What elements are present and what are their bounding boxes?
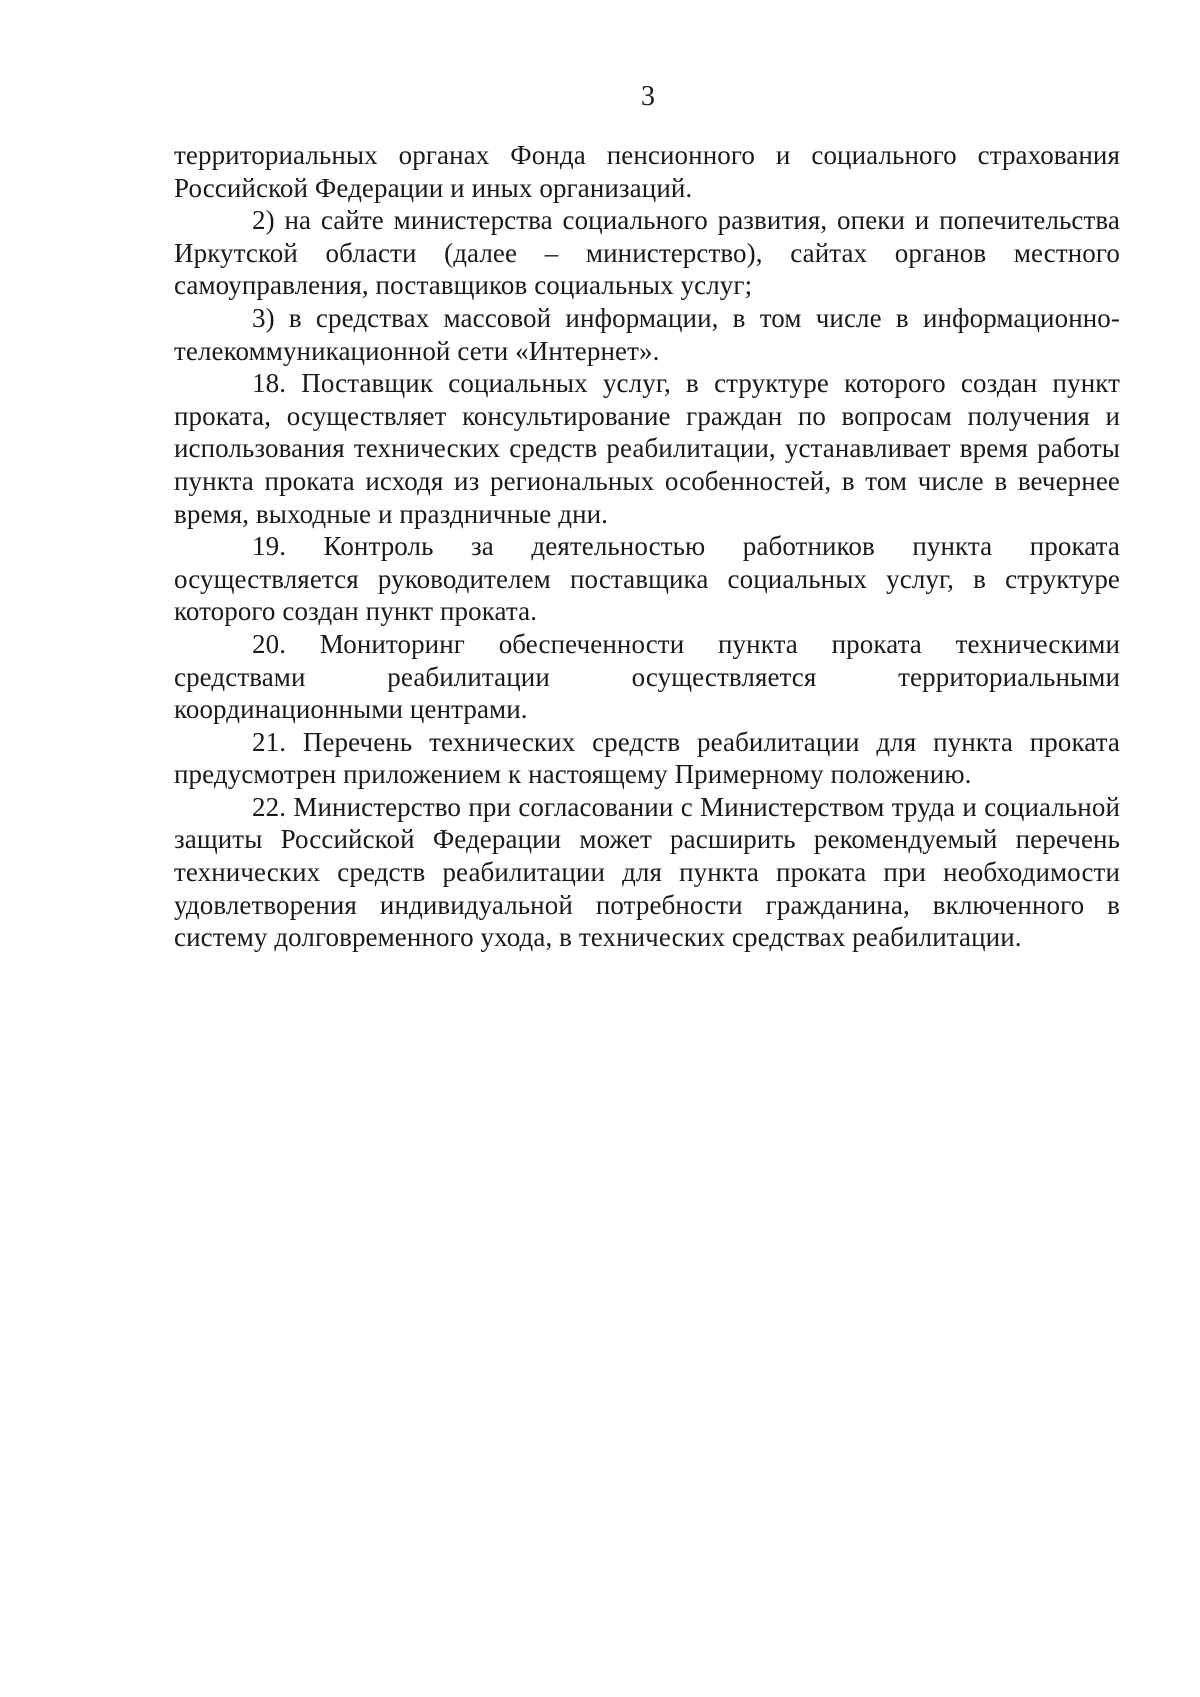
paragraph-22: 22. Министерство при согласовании с Министерством труда и социальной защиты Российской Федерации может расширить рекомендуемый перечень технических средств реабилитации для пункта проката при необходимости удовлетворения индивидуальной потребности гражданина, включенного в систему долговременного ухода, в технических средствах реабилитации.	[174, 791, 1120, 953]
document-body	[174, 139, 1120, 954]
paragraph-item-3: 3) в средствах массовой информации, в том числе в информационно-телекоммуникационной сети «Интернет».	[174, 302, 1120, 366]
page-number: 3	[641, 81, 655, 112]
paragraph-continuation: территориальных органах Фонда пенсионного и социального страхования Российской Федерации и иных организаций.	[174, 140, 1120, 203]
paragraph-19: 19. Контроль за деятельностью работников пункта проката осуществляется руководителем поставщика социальных услуг, в структуре которого создан пункт проката.	[174, 531, 1120, 627]
paragraph-21: 21. Перечень технических средств реабилитации для пункта проката предусмотрен приложением к настоящему Примерному положению.	[174, 726, 1120, 790]
paragraph-18: 18. Поставщик социальных услуг, в структуре которого создан пункт проката, осуществляет консультирование граждан по вопросам получения и использования технических средств реабилитации, устанавливает время работы пункта проката исходя из региональных особенностей, в том числе в вечернее время, выходные и праздничные дни.	[174, 368, 1120, 529]
paragraph-20: 20. Мониторинг обеспеченности пункта проката техническими средствами реабилитации осуществляется территориальными координационными центрами.	[174, 628, 1120, 725]
paragraph-item-2: 2) на сайте министерства социального развития, опеки и попечительства Иркутской области (далее – министерство), сайтах органов местного самоуправления, поставщиков социальных услуг;	[174, 205, 1120, 301]
